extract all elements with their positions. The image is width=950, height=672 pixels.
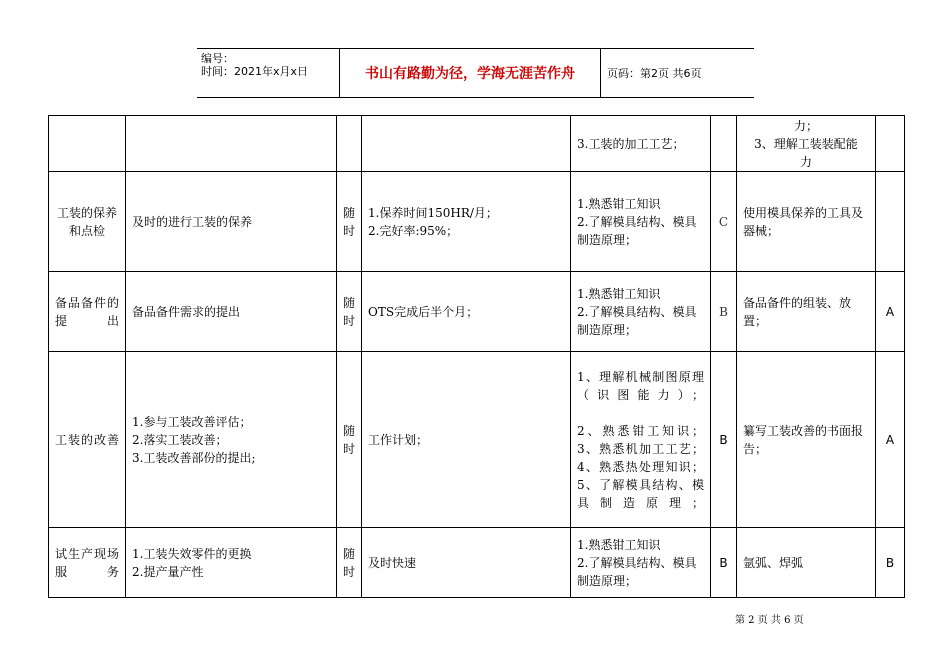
page-header bbox=[197, 48, 754, 98]
frequency-cell bbox=[337, 116, 362, 172]
item-cell: 工装的保养和点检 bbox=[49, 172, 126, 272]
skill-line: 1、理解机械制图原理（识图能力）； bbox=[577, 369, 704, 402]
skill-line: 2.了解模具结构、模具制造原理； bbox=[577, 214, 697, 247]
skills-cell bbox=[571, 528, 711, 598]
ability-line: 使用模具保养的工具及器械； bbox=[743, 205, 864, 238]
table-row bbox=[49, 528, 905, 598]
skills-cell bbox=[571, 352, 711, 528]
standard-line: 工作计划； bbox=[368, 432, 429, 447]
frequency-cell: 随时 bbox=[337, 272, 362, 352]
task-cell bbox=[126, 528, 337, 598]
number-label: 编号： bbox=[201, 52, 234, 65]
ability-line: 力； bbox=[793, 118, 818, 133]
skill-line: 3、熟悉机加工工艺； bbox=[577, 441, 704, 456]
grade-cell bbox=[876, 172, 905, 272]
level-cell: B bbox=[711, 352, 737, 528]
ability-line: 力 bbox=[799, 154, 812, 169]
task-line: 2.落实工装改善； bbox=[132, 432, 228, 447]
skills-cell bbox=[571, 116, 711, 172]
page-footer: 第 2 页 共 6 页 bbox=[735, 615, 804, 626]
standard-line: 2.完好率:95%； bbox=[368, 223, 459, 238]
header-motto: 书山有路勤为径，学海无涯苦作舟 bbox=[339, 49, 601, 97]
frequency-cell: 随时 bbox=[337, 352, 362, 528]
table-row bbox=[49, 172, 905, 272]
skill-line: 1.熟悉钳工知识 bbox=[577, 286, 661, 301]
skill-line: 5、了解模具结构、模具制造原理； bbox=[577, 477, 704, 510]
standard-line: 及时快速 bbox=[368, 555, 417, 570]
task-line: 3.工装改善部份的提出; bbox=[132, 450, 256, 465]
standard-line: OTS完成后半个月； bbox=[368, 304, 479, 319]
table-row bbox=[49, 352, 905, 528]
skill-line: 1.熟悉钳工知识 bbox=[577, 537, 661, 552]
standard-cell bbox=[362, 116, 571, 172]
skill-line bbox=[577, 404, 704, 422]
skill-line: 4、熟悉热处理知识； bbox=[577, 459, 704, 474]
grade-cell: B bbox=[876, 528, 905, 598]
task-cell bbox=[126, 352, 337, 528]
ability-line: 备品备件的组装、放置； bbox=[743, 295, 852, 328]
item-cell: 试生产现场服务 bbox=[49, 528, 126, 598]
ability-cell bbox=[737, 272, 876, 352]
item-cell bbox=[49, 116, 126, 172]
skill-line: 3.工装的加工工艺； bbox=[577, 136, 685, 151]
skill-line: 2.了解模具结构、模具制造原理； bbox=[577, 304, 697, 337]
task-cell: 备品备件需求的提出 bbox=[126, 272, 337, 352]
grade-cell bbox=[876, 116, 905, 172]
header-page-label: 页码：第2页 共6页 bbox=[607, 67, 702, 80]
item-cell: 备品备件的提出 bbox=[49, 272, 126, 352]
table-row bbox=[49, 116, 905, 172]
level-cell: B bbox=[711, 272, 737, 352]
skill-line: 2.了解模具结构、模具制造原理； bbox=[577, 555, 697, 588]
ability-line: 纂写工装改善的书面报告； bbox=[743, 423, 864, 456]
skills-cell bbox=[571, 172, 711, 272]
frequency-cell: 随时 bbox=[337, 172, 362, 272]
task-cell bbox=[126, 116, 337, 172]
grade-cell: A bbox=[876, 352, 905, 528]
level-cell: B bbox=[711, 528, 737, 598]
task-line: 1.工装失效零件的更换 bbox=[132, 546, 252, 561]
task-line: 1.参与工装改善评估； bbox=[132, 414, 252, 429]
task-cell: 及时的进行工装的保养 bbox=[126, 172, 337, 272]
standard-cell bbox=[362, 272, 571, 352]
item-cell: 工装的改善 bbox=[49, 352, 126, 528]
skill-line: 2、熟悉钳工知识； bbox=[577, 423, 704, 438]
ability-line: 氩弧、焊弧 bbox=[743, 555, 804, 570]
time-label: 时间：2021年x月x日 bbox=[201, 65, 309, 78]
frequency-cell: 随时 bbox=[337, 528, 362, 598]
ability-cell bbox=[737, 116, 876, 172]
ability-cell bbox=[737, 172, 876, 272]
ability-cell bbox=[737, 352, 876, 528]
skill-line: 1.熟悉钳工知识 bbox=[577, 196, 661, 211]
standard-cell bbox=[362, 172, 571, 272]
standard-cell bbox=[362, 528, 571, 598]
table-row bbox=[49, 272, 905, 352]
job-duty-table bbox=[48, 115, 905, 598]
standard-cell bbox=[362, 352, 571, 528]
level-cell: C bbox=[711, 172, 737, 272]
grade-cell: A bbox=[876, 272, 905, 352]
standard-line: 1.保养时间150HR/月； bbox=[368, 205, 498, 220]
ability-cell bbox=[737, 528, 876, 598]
task-line: 2.提产量产性 bbox=[132, 564, 204, 579]
header-info bbox=[197, 49, 339, 97]
skills-cell bbox=[571, 272, 711, 352]
ability-line: 3、理解工装装配能 bbox=[754, 136, 858, 151]
level-cell bbox=[711, 116, 737, 172]
